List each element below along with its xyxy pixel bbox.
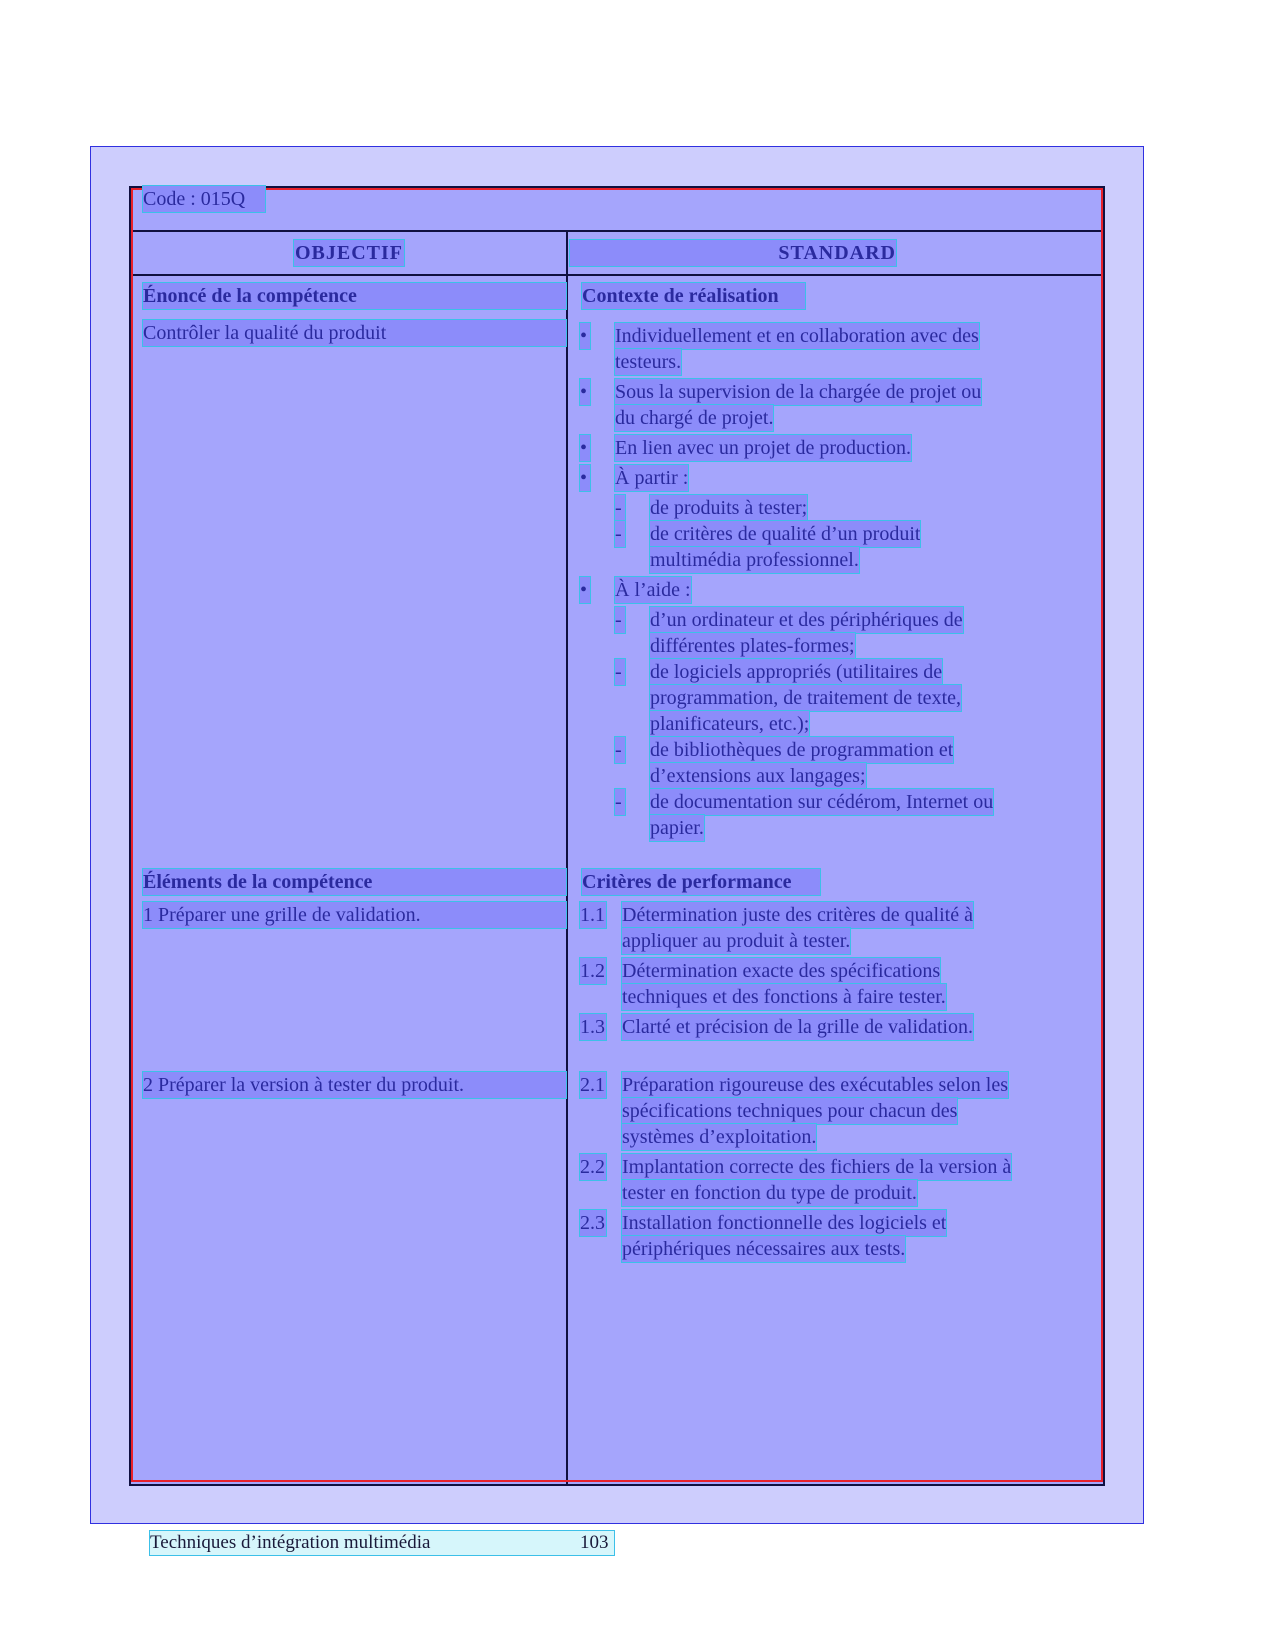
contexte-subitem-line: d’extensions aux langages; [650, 765, 866, 787]
contexte-item-line: À partir : [615, 467, 689, 489]
contexte-item-line: En lien avec un projet de production. [615, 437, 912, 459]
dash-icon: - [615, 737, 625, 763]
critere-line: tester en fonction du type de produit. [622, 1182, 917, 1204]
critere-line: spécifications techniques pour chacun des [622, 1100, 958, 1122]
dash-icon: - [615, 495, 625, 521]
elements-title: Éléments de la compétence [143, 869, 566, 895]
element-line: 1 Préparer une grille de validation. [143, 902, 566, 928]
enonce-text: Contrôler la qualité du produit [143, 320, 566, 346]
dash-icon: - [615, 659, 625, 685]
criteres-title: Critères de performance [582, 869, 820, 895]
contexte-subitem-line: différentes plates-formes; [650, 635, 855, 657]
critere-line: appliquer au produit à tester. [622, 930, 851, 952]
critere-line: Clarté et précision de la grille de validation. [622, 1016, 973, 1038]
critere-line: Préparation rigoureuse des exécutables selon les [622, 1074, 1008, 1096]
code-label: Code : 015Q [143, 186, 265, 212]
standard-header: STANDARD [570, 240, 896, 266]
contexte-item-line: À l’aide : [615, 579, 691, 601]
contexte-item-line: Sous la supervision de la chargée de projet ou [615, 381, 982, 403]
critere-number: 1.2 [580, 960, 605, 982]
bullet-icon: • [580, 323, 590, 349]
critere-line: systèmes d’exploitation. [622, 1126, 817, 1148]
dash-icon: - [615, 521, 625, 547]
contexte-subitem-line: programmation, de traitement de texte, [650, 687, 961, 709]
critere-line: Détermination exacte des spécifications [622, 960, 941, 982]
contexte-subitem-line: de critères de qualité d’un produit [650, 523, 921, 545]
contexte-subitem-line: multimédia professionnel. [650, 549, 859, 571]
bullet-icon: • [580, 577, 590, 603]
table-divider [129, 230, 1105, 232]
table-divider [129, 274, 1105, 276]
critere-number: 1.3 [580, 1016, 605, 1038]
critere-number: 2.1 [580, 1074, 605, 1096]
bullet-icon: • [580, 435, 590, 461]
contexte-subitem-line: d’un ordinateur et des périphériques de [650, 609, 963, 631]
dash-icon: - [615, 607, 625, 633]
bullet-icon: • [580, 379, 590, 405]
contexte-subitem-line: planificateurs, etc.); [650, 713, 810, 735]
critere-line: Détermination juste des critères de qualité à [622, 904, 973, 926]
element-line: 2 Préparer la version à tester du produit. [143, 1072, 566, 1098]
critere-line: Implantation correcte des fichiers de la version à [622, 1156, 1012, 1178]
footer-title: Techniques d’intégration multimédia [150, 1532, 431, 1553]
page-footer [150, 1531, 614, 1555]
contexte-subitem-line: de logiciels appropriés (utilitaires de [650, 661, 943, 683]
contexte-item-line: du chargé de projet. [615, 407, 774, 429]
critere-number: 2.3 [580, 1212, 605, 1234]
objectif-header: OBJECTIF [294, 242, 404, 264]
bullet-icon: • [580, 465, 590, 491]
critere-number: 2.2 [580, 1156, 605, 1178]
dash-icon: - [615, 789, 625, 815]
critere-line: Installation fonctionnelle des logiciels et [622, 1212, 947, 1234]
page-number: 103 [580, 1532, 609, 1553]
enonce-title: Énoncé de la compétence [143, 283, 566, 309]
critere-line: périphériques nécessaires aux tests. [622, 1238, 906, 1260]
contexte-subitem-line: papier. [650, 817, 704, 839]
column-divider [566, 230, 568, 1486]
contexte-item-line: Individuellement et en collaboration avec des [615, 325, 979, 347]
contexte-subitem-line: de documentation sur cédérom, Internet ou [650, 791, 994, 813]
critere-number: 1.1 [580, 904, 605, 926]
critere-line: techniques et des fonctions à faire tester. [622, 986, 946, 1008]
contexte-title: Contexte de réalisation [582, 283, 805, 309]
contexte-subitem-line: de bibliothèques de programmation et [650, 739, 954, 761]
contexte-item-line: testeurs. [615, 351, 682, 373]
contexte-subitem-line: de produits à tester; [650, 497, 808, 519]
